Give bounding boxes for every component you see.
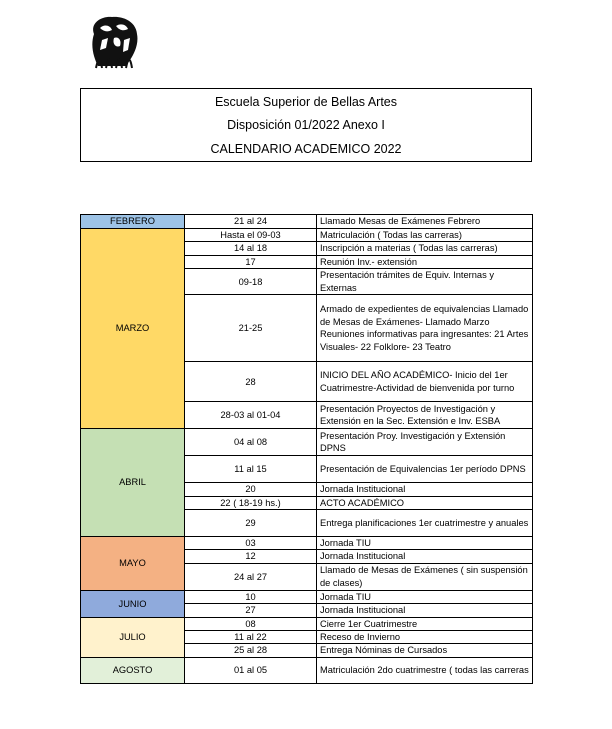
event-date: 08 (185, 617, 317, 630)
event-description: Matriculación ( Todas las carreras) (317, 229, 533, 242)
event-description: Presentación de Equivalencias 1er período DPNS (317, 456, 533, 483)
month-junio: JUNIO (81, 590, 185, 617)
event-description: Reunión Inv.- extensión (317, 255, 533, 268)
event-date: 03 (185, 537, 317, 550)
calendar-row (81, 657, 533, 683)
event-description: Armado de expedientes de equivalencias Llamado de Mesas de Exámenes- Llamado Marzo Reuniones informativas para ingresantes: 21 Artes Visuales- 22 Folklore- 23 Teatro (317, 295, 533, 362)
event-description: INICIO DEL AÑO ACADÉMICO- Inicio del 1er Cuatrimestre-Actividad de bienvenida por turno (317, 362, 533, 402)
event-description: Receso de Invierno (317, 631, 533, 644)
event-description: Presentación Proyectos de Investigación y Extensión en la Sec. Extensión e Inv. ESBA (317, 402, 533, 429)
event-description: Presentación trámites de Equiv. Internas y Externas (317, 269, 533, 295)
esba-logo (86, 14, 140, 70)
event-date: 09-18 (185, 269, 317, 295)
event-date: 11 al 15 (185, 456, 317, 483)
event-description: Entrega planificaciones 1er cuatrimestre y anuales (317, 510, 533, 537)
calendar-row (81, 617, 533, 630)
disposition: Disposición 01/2022 Anexo I (227, 118, 385, 132)
event-date: 21-25 (185, 295, 317, 362)
event-description: Llamado de Mesas de Exámenes ( sin suspensión de clases) (317, 563, 533, 590)
event-description: Presentación Proy. Investigación y Extensión DPNS (317, 429, 533, 456)
month-mayo: MAYO (81, 537, 185, 591)
event-description: Jornada Institucional (317, 604, 533, 617)
academic-calendar-table (80, 214, 533, 684)
event-description: Inscripción a materias ( Todas las carreras) (317, 242, 533, 255)
event-date: 04 al 08 (185, 429, 317, 456)
month-agosto: AGOSTO (81, 657, 185, 683)
event-date: 01 al 05 (185, 657, 317, 683)
event-description: Jornada Institucional (317, 483, 533, 496)
document-header (80, 88, 532, 162)
calendar-row (81, 537, 533, 550)
event-date: Hasta el 09-03 (185, 229, 317, 242)
event-description: Cierre 1er Cuatrimestre (317, 617, 533, 630)
event-description: Jornada Institucional (317, 550, 533, 563)
event-date: 28-03 al 01-04 (185, 402, 317, 429)
calendar-row (81, 590, 533, 603)
month-marzo: MARZO (81, 229, 185, 429)
event-date: 17 (185, 255, 317, 268)
event-date: 25 al 28 (185, 644, 317, 657)
event-date: 22 ( 18-19 hs.) (185, 496, 317, 509)
event-date: 28 (185, 362, 317, 402)
event-date: 10 (185, 590, 317, 603)
event-date: 14 al 18 (185, 242, 317, 255)
event-date: 24 al 27 (185, 563, 317, 590)
event-description: Llamado Mesas de Exámenes Febrero (317, 215, 533, 229)
event-date: 27 (185, 604, 317, 617)
calendar-row (81, 229, 533, 242)
event-description: ACTO ACADÉMICO (317, 496, 533, 509)
event-description: Jornada TIU (317, 590, 533, 603)
event-description: Matriculación 2do cuatrimestre ( todas las carreras (317, 657, 533, 683)
month-febrero: FEBRERO (81, 215, 185, 229)
event-description: Entrega Nóminas de Cursados (317, 644, 533, 657)
event-date: 29 (185, 510, 317, 537)
month-julio: JULIO (81, 617, 185, 657)
school-name: Escuela Superior de Bellas Artes (214, 95, 398, 109)
event-date: 11 al 22 (185, 631, 317, 644)
event-date: 20 (185, 483, 317, 496)
calendar-row (81, 429, 533, 456)
event-date: 21 al 24 (185, 215, 317, 229)
calendar-row (81, 215, 533, 229)
event-date: 12 (185, 550, 317, 563)
event-description: Jornada TIU (317, 537, 533, 550)
month-abril: ABRIL (81, 429, 185, 537)
calendar-title: CALENDARIO ACADEMICO 2022 (210, 142, 402, 156)
